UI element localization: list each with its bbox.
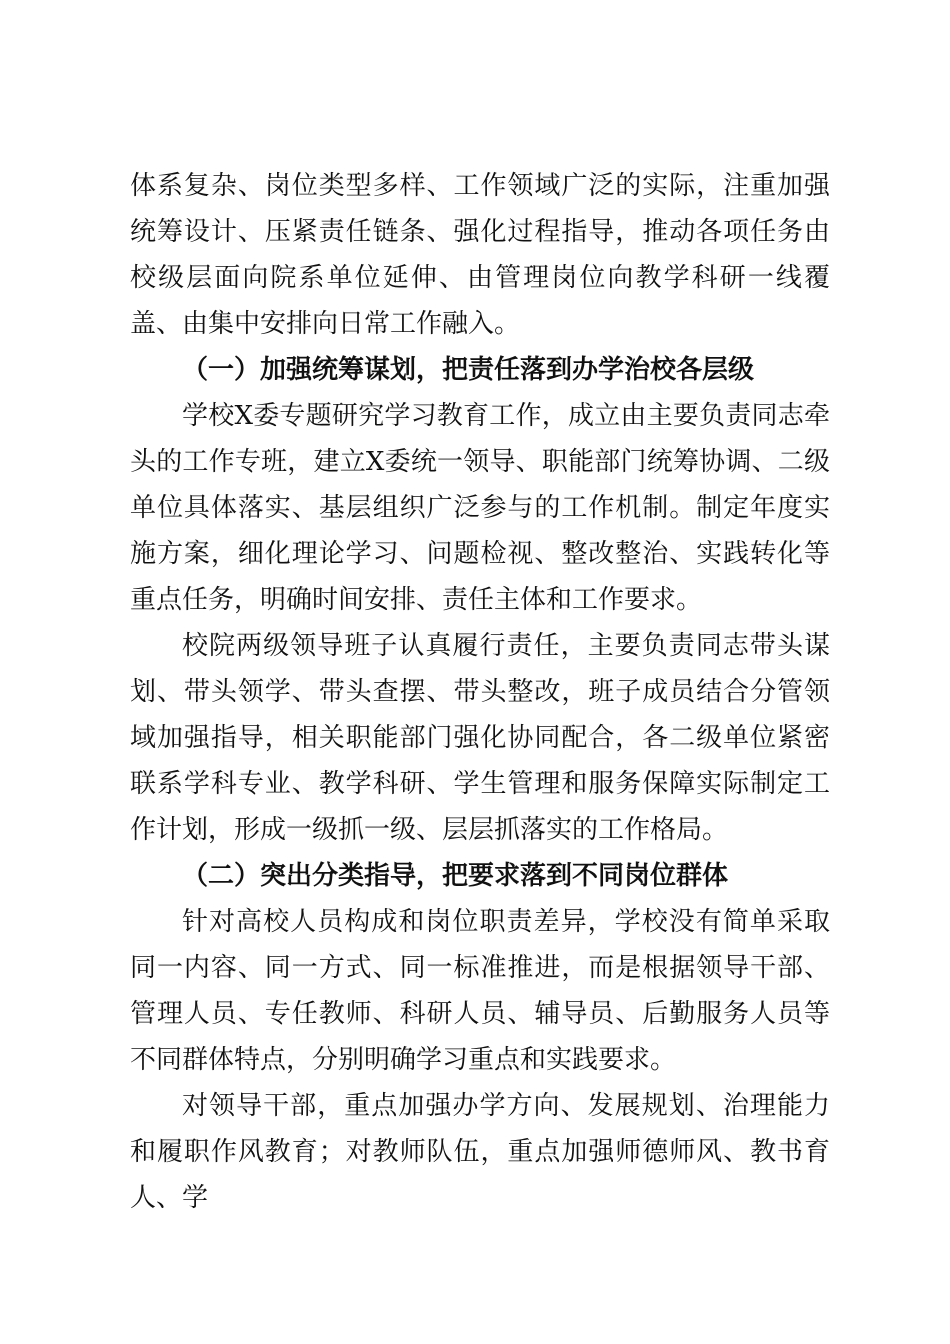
document-body <box>130 163 830 1221</box>
paragraph: 针对高校人员构成和岗位职责差异，学校没有简单采取同一内容、同一方式、同一标准推进，而是根据领导干部、管理人员、专任教师、科研人员、辅导员、后勤服务人员等不同群体特点，分别明确学习重点和实践要求。 <box>130 907 830 1075</box>
section-heading-1: （一）加强统筹谋划，把责任落到办学治校各层级 <box>182 355 755 385</box>
paragraph-continuation: 体系复杂、岗位类型多样、工作领域广泛的实际，注重加强统筹设计、压紧责任链条、强化过程指导，推动各项任务由校级层面向院系单位延伸、由管理岗位向教学科研一线覆盖、由集中安排向日常工作融入。 <box>130 171 830 339</box>
paragraph: 学校X委专题研究学习教育工作，成立由主要负责同志牵头的工作专班，建立X委统一领导、职能部门统筹协调、二级单位具体落实、基层组织广泛参与的工作机制。制定年度实施方案，细化理论学习、问题检视、整改整治、实践转化等重点任务，明确时间安排、责任主体和工作要求。 <box>130 401 830 615</box>
paragraph: 校院两级领导班子认真履行责任，主要负责同志带头谋划、带头领学、带头查摆、带头整改，班子成员结合分管领域加强指导，相关职能部门强化协同配合，各二级单位紧密联系学科专业、教学科研、学生管理和服务保障实际制定工作计划，形成一级抓一级、层层抓落实的工作格局。 <box>130 631 830 845</box>
paragraph: 对领导干部，重点加强办学方向、发展规划、治理能力和履职作风教育；对教师队伍，重点加强师德师风、教书育人、学 <box>130 1091 830 1213</box>
section-heading-2: （二）突出分类指导，把要求落到不同岗位群体 <box>182 861 729 891</box>
